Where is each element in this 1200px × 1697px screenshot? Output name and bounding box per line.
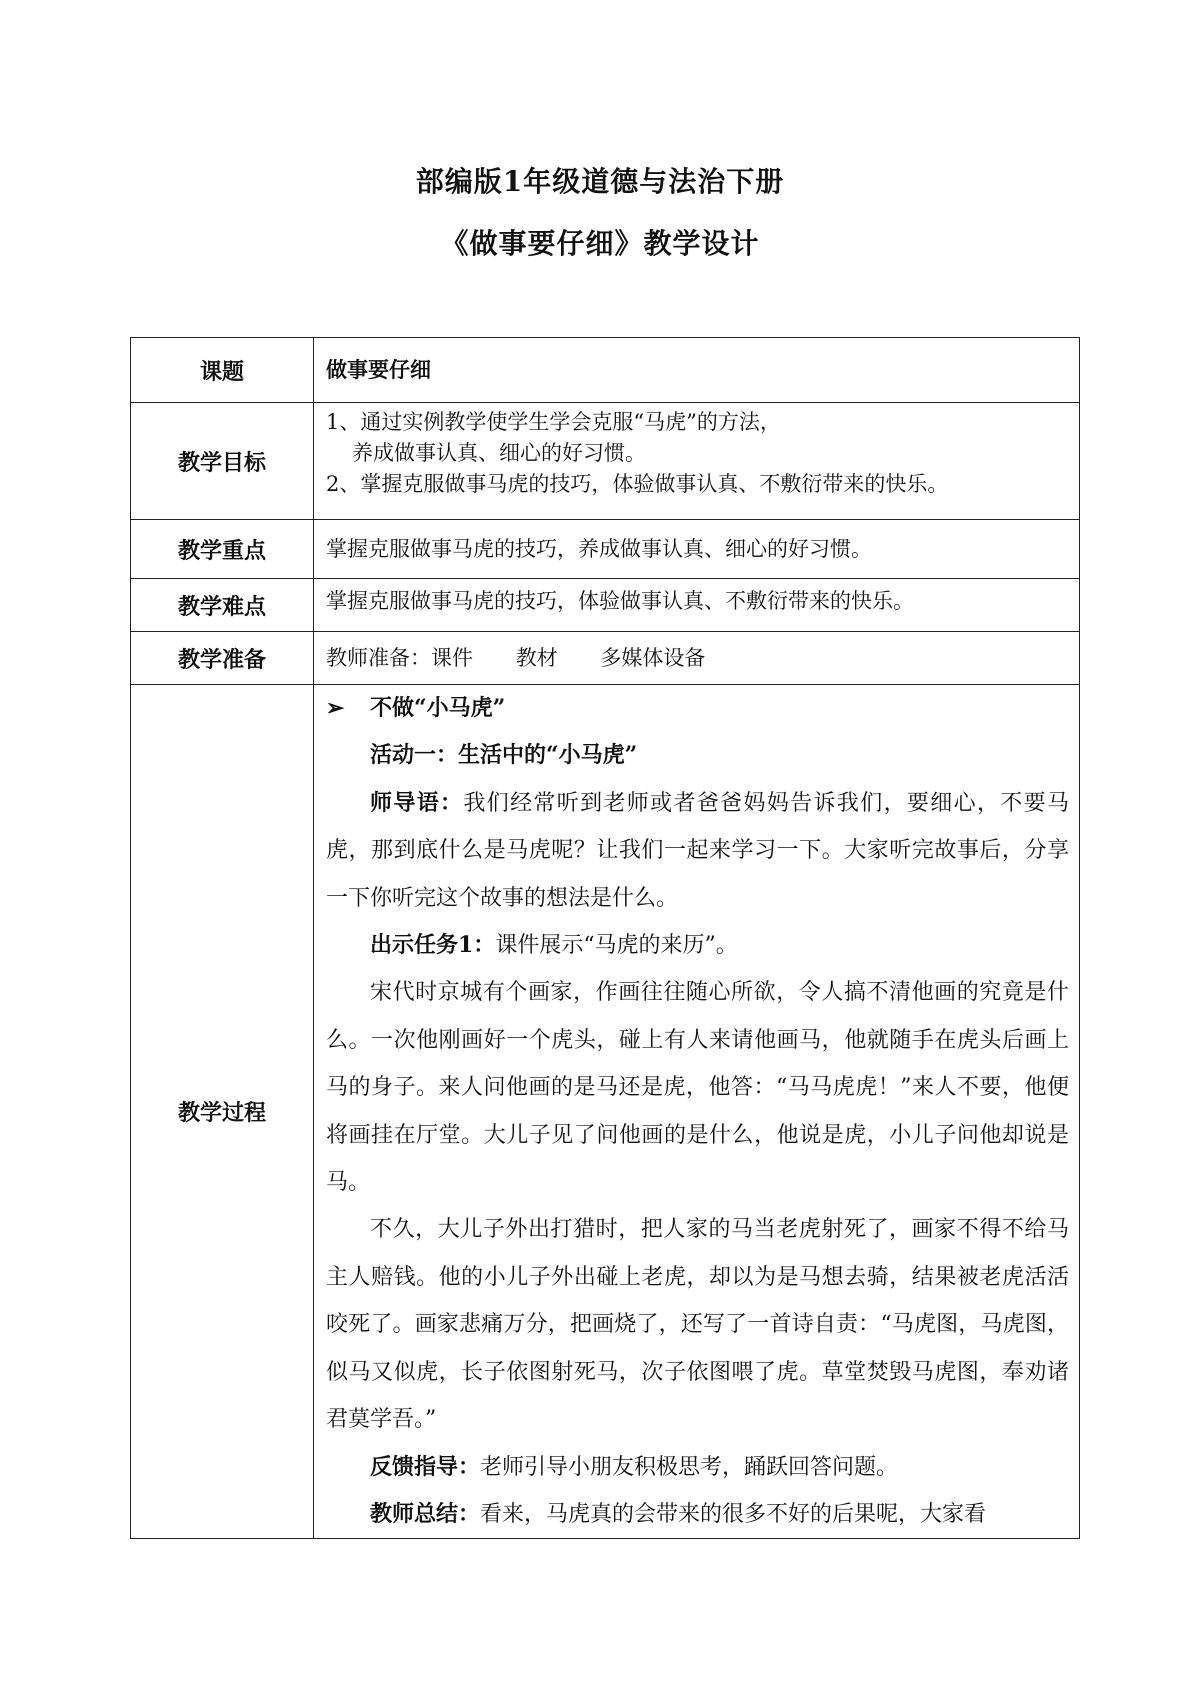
key-point-cell [314, 520, 1080, 579]
key-point-label: 教学重点 [131, 520, 314, 579]
document-subtitle: 《做事要仔细》教学设计 [440, 227, 760, 260]
difficulty-value: 掌握克服做事马虎的技巧，体验做事认真、不敷衍带来的快乐。 [326, 589, 914, 613]
process-label: 教学过程 [131, 685, 314, 1539]
goals-label: 教学目标 [131, 403, 314, 520]
goal-2: 2、掌握克服做事马虎的技巧，体验做事认真、不敷衍带来的快乐。 [326, 472, 949, 496]
goal-1: 1、通过实例教学使学生学会克服“马虎”的方法， [326, 410, 781, 434]
story-paragraph-2: 不久，大儿子外出打猎时，把人家的马当老虎射死了，画家不得不给马主人赔钱。他的小儿子外出碰上老虎，却以为是马想去骑，结果被老虎活活咬死了。画家悲痛万分，把画烧了，还写了一首诗自责：“马虎图，马虎图，似马又似虎，长子依图射死马，次子依图喂了虎。草堂焚毁马虎图，奉劝诸君莫学吾。” [326, 1217, 1069, 1433]
preparation-label: 教学准备 [131, 632, 314, 685]
table-row [131, 632, 1080, 685]
table-row [131, 579, 1080, 632]
goals-cell [314, 403, 1080, 520]
topic-cell [314, 338, 1080, 403]
feedback-guidance: 反馈指导：老师引导小朋友积极思考，踊跃回答问题。 [370, 1453, 899, 1480]
goal-1-continued: 养成做事认真、细心的好习惯。 [352, 441, 646, 465]
topic-label: 课题 [131, 338, 314, 403]
teacher-summary: 教师总结：看来，马虎真的会带来的很多不好的后果呢，大家看 [370, 1500, 987, 1527]
table-row [131, 685, 1080, 1539]
prep-item-textbook: 教材 [515, 646, 558, 670]
table-row [131, 338, 1080, 403]
table-row [131, 520, 1080, 579]
activity-heading: 活动一：生活中的“小马虎” [370, 742, 638, 769]
document-title: 部编版1年级道德与法治下册 [415, 165, 785, 198]
prep-item-multimedia: 多媒体设备 [600, 646, 706, 670]
key-point-value: 掌握克服做事马虎的技巧，养成做事认真、细心的好习惯。 [326, 537, 872, 561]
difficulty-label: 教学难点 [131, 579, 314, 632]
lesson-plan-table [130, 337, 1080, 1539]
story-paragraph-1: 宋代时京城有个画家，作画往往随心所欲，令人搞不清他画的究竟是什么。一次他刚画好一个虎头，碰上有人来请他画马，他就随手在虎头后画上马的身子。来人问他画的是马还是虎，他答：“马马虎虎！”来人不要，他便将画挂在厅堂。大儿子见了问他画的是什么，他说是虎，小儿子问他却说是马。 [326, 980, 1069, 1196]
table-row [131, 403, 1080, 520]
section-heading: ➢ 不做“小马虎” [326, 685, 1069, 732]
prep-item-courseware: 教师准备：课件 [326, 646, 473, 670]
topic-value: 做事要仔细 [326, 357, 431, 382]
process-cell [314, 685, 1080, 1539]
task-1: 出示任务1：课件展示“马虎的来历”。 [370, 932, 738, 959]
arrow-bullet-icon: ➢ [326, 695, 345, 721]
preparation-cell [314, 632, 1080, 685]
difficulty-cell [314, 579, 1080, 632]
teacher-intro: 师导语：我们经常听到老师或者爸爸妈妈告诉我们，要细心，不要马虎，那到底什么是马虎呢？让我们一起来学习一下。大家听完故事后，分享一下你听完这个故事的想法是什么。 [326, 789, 1069, 911]
